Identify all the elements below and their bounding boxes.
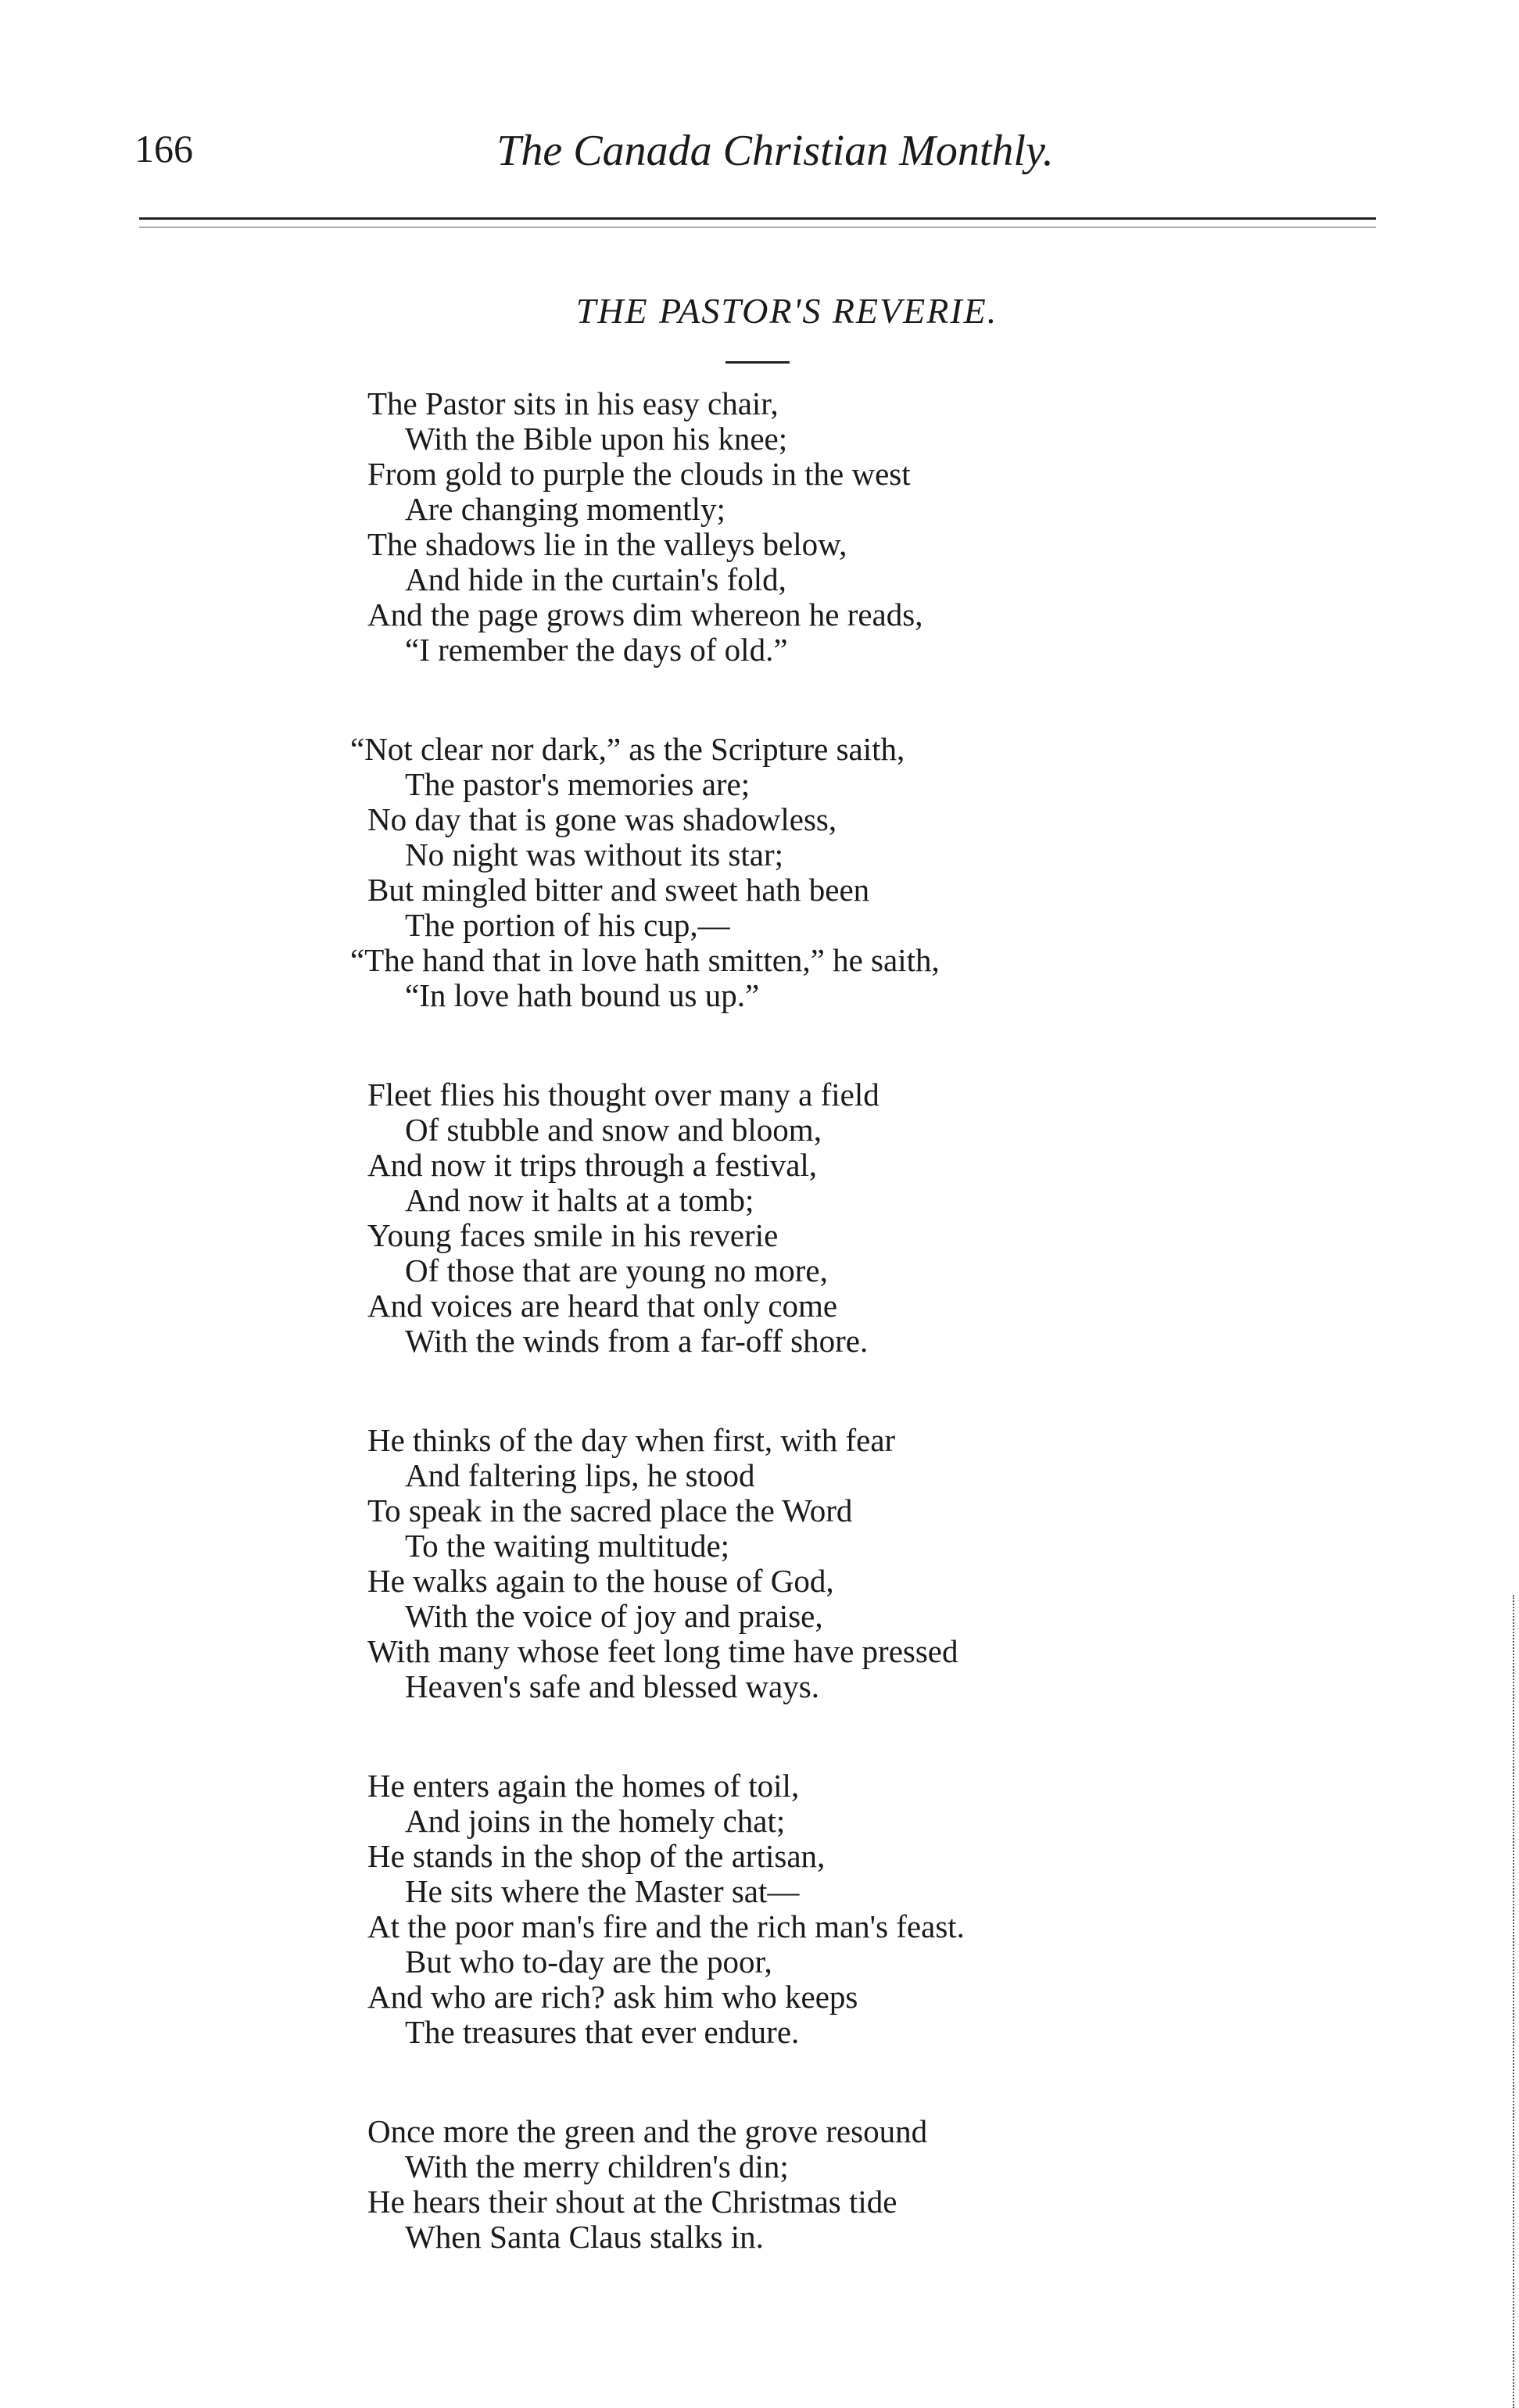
poem-line: Of stubble and snow and bloom, <box>405 1112 822 1148</box>
poem-line: And voices are heard that only come <box>367 1288 838 1324</box>
page-number: 166 <box>134 127 193 170</box>
poem-line: No day that is gone was shadowless, <box>367 801 837 837</box>
poem-line: With the Bible upon his knee; <box>405 421 788 457</box>
poem-line: “Not clear nor dark,” as the Scripture saith, <box>350 731 905 767</box>
stanza-1 <box>367 386 1227 668</box>
poem-line: And now it halts at a tomb; <box>405 1182 754 1218</box>
poem-title: THE PASTOR'S REVERIE. <box>575 291 998 331</box>
poem-line: And joins in the homely chat; <box>405 1803 786 1839</box>
poem-line: He sits where the Master sat— <box>405 1873 800 1909</box>
poem-line: He enters again the homes of toil, <box>367 1768 800 1804</box>
header-rule-thin <box>139 227 1376 228</box>
stanza-3 <box>367 1077 1227 1359</box>
poem-line: He stands in the shop of the artisan, <box>367 1838 826 1874</box>
poem-line: He thinks of the day when first, with fear <box>367 1422 896 1458</box>
poem-line: From gold to purple the clouds in the west <box>367 456 911 492</box>
poem-line: Of those that are young no more, <box>405 1252 828 1288</box>
poem-line: “In love hath bound us up.” <box>405 977 760 1013</box>
header-rule <box>139 217 1376 220</box>
poem-body <box>350 385 1227 2319</box>
poem-line: Young faces smile in his reverie <box>367 1217 779 1253</box>
poem-line: And now it trips through a festival, <box>367 1147 818 1183</box>
poem-line: To speak in the sacred place the Word <box>367 1492 853 1528</box>
stanza-4 <box>367 1423 1227 1704</box>
poem-line: Fleet flies his thought over many a field <box>367 1077 880 1113</box>
stanza-2 <box>350 731 1227 1013</box>
poem-line: And who are rich? ask him who keeps <box>367 1979 858 2015</box>
running-title: The Canada Christian Monthly. <box>496 127 1054 175</box>
poem-line: With many whose feet long time have pressed <box>367 1633 958 1669</box>
poem-line: He hears their shout at the Christmas tide <box>367 2184 897 2220</box>
poem-line: With the voice of joy and praise, <box>405 1598 823 1634</box>
title-rule <box>725 361 790 364</box>
poem-line: The portion of his cup,— <box>405 907 730 943</box>
stanza-6 <box>367 2114 1227 2255</box>
poem-line: Once more the green and the grove resound <box>367 2113 928 2149</box>
poem-line: With the winds from a far-off shore. <box>405 1323 869 1359</box>
poem-line: Are changing momently; <box>405 491 725 527</box>
poem-line: “The hand that in love hath smitten,” he saith, <box>350 942 940 978</box>
poem-line: To the waiting multitude; <box>405 1528 730 1564</box>
poem-line: With the merry children's din; <box>405 2148 789 2184</box>
poem-line: Heaven's safe and blessed ways. <box>405 1668 819 1704</box>
poem-line: And hide in the curtain's fold, <box>405 561 786 597</box>
poem-line: “I remember the days of old.” <box>405 632 788 668</box>
poem-line: The shadows lie in the valleys below, <box>367 526 847 562</box>
stanza-5 <box>367 1768 1227 2050</box>
poem-line: And the page grows dim whereon he reads, <box>367 597 923 632</box>
poem-line: No night was without its star; <box>405 837 784 873</box>
poem-line: The treasures that ever endure. <box>405 2014 800 2050</box>
poem-line: The pastor's memories are; <box>405 766 751 802</box>
poem-line: The Pastor sits in his easy chair, <box>367 385 779 421</box>
poem-line: He walks again to the house of God, <box>367 1563 834 1599</box>
poem-line: And faltering lips, he stood <box>405 1457 755 1493</box>
scan-edge-mark <box>1513 1595 1519 2408</box>
poem-line: But mingled bitter and sweet hath been <box>367 872 870 908</box>
poem-line: When Santa Claus stalks in. <box>405 2219 764 2255</box>
poem-line: But who to-day are the poor, <box>405 1944 772 1980</box>
poem-line: At the poor man's fire and the rich man's feast. <box>367 1908 965 1944</box>
